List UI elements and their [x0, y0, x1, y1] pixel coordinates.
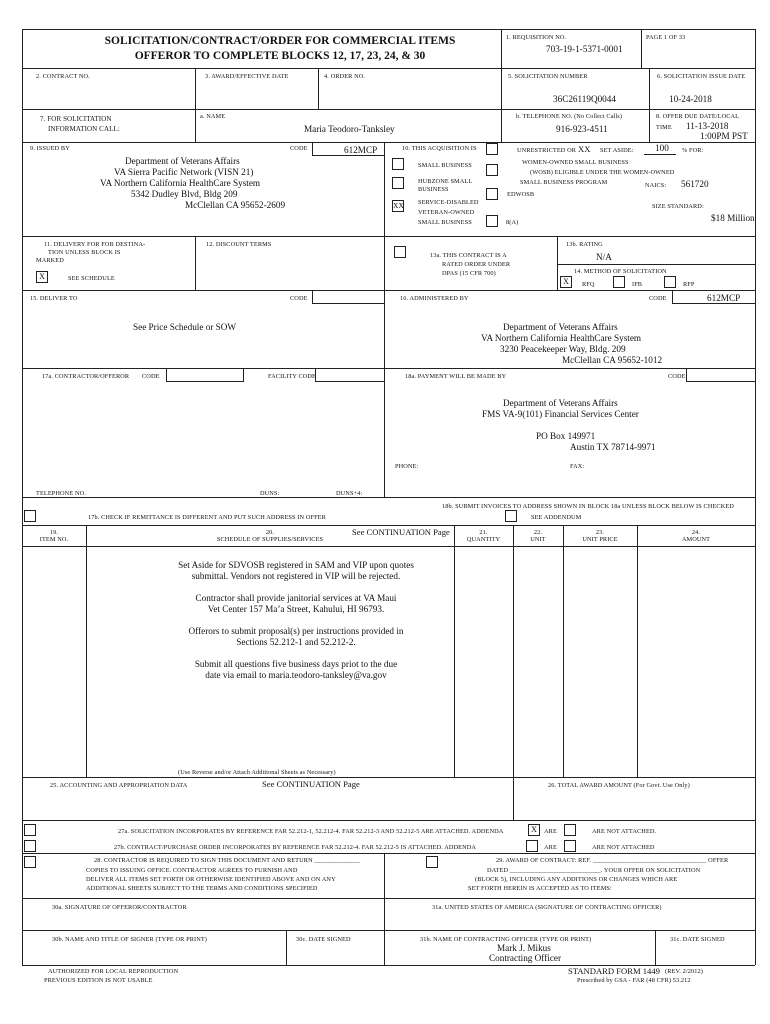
remittance-label: 17b. CHECK IF REMITTANCE IS DIFFERENT AND PUT SUCH ADDRESS IN OFFER [88, 514, 326, 521]
payment-line: FMS VA-9(101) Financial Services Center [482, 409, 639, 419]
27a-are-label: ARE [544, 828, 557, 835]
form-top-border [22, 29, 755, 30]
block-29-label: 29. AWARD OF CONTRACT: REF. ___________________________________ OFFER [496, 857, 729, 864]
total-award-label: 26. TOTAL AWARD AMOUNT (For Govt. Use Only) [548, 782, 690, 789]
for-info-label-2: INFORMATION CALL: [48, 125, 120, 133]
telephone-value[interactable]: 916-923-4511 [556, 124, 608, 134]
rfq-checkbox[interactable] [560, 276, 572, 288]
8a-checkbox[interactable] [486, 215, 498, 227]
schedule-text-line: Set Aside for SDVOSB registered in SAM and VIP upon quotes [178, 560, 414, 570]
row-divider [22, 236, 755, 237]
admin-line: VA Northern California HealthCare System [481, 333, 642, 343]
deliver-to-code-box[interactable] [312, 291, 385, 304]
schedule-text-line: Offerors to submit proposal(s) per instructions provided in [188, 626, 404, 636]
block-29-text: DATED ____________________________. YOUR OFFER ON SOLICITATION [487, 867, 701, 874]
col-divider [195, 68, 196, 109]
col-amount-label: AMOUNT [681, 536, 711, 543]
row-divider [22, 853, 755, 854]
form-right-border [755, 29, 756, 965]
admin-code-label: CODE [649, 295, 667, 302]
payment-po-box: PO Box 149971 [536, 431, 596, 441]
telephone-no-label: TELEPHONE NO. [36, 490, 86, 497]
issued-by-code-label: CODE [290, 145, 308, 152]
rating-value[interactable]: N/A [596, 252, 612, 262]
row-divider [384, 497, 755, 498]
row-divider [22, 820, 755, 821]
duns-label: DUNS: [260, 490, 280, 497]
unrestricted-label: UNRESTRICTED OR [517, 147, 577, 154]
issued-by-line: McClellan CA 95652-2609 [185, 200, 286, 210]
for-info-label: 7. FOR SOLICITATION [40, 115, 112, 123]
see-addendum-checkbox[interactable] [505, 510, 517, 522]
offer-due-date[interactable]: 11-13-2018 [686, 121, 729, 131]
wosb-label: WOMEN-OWNED SMALL BUSINESS [522, 159, 629, 166]
solicitation-no-value[interactable]: 36C26119Q0044 [553, 94, 616, 104]
rfq-label: RFQ [582, 281, 595, 288]
footer-authorized: AUTHORIZED FOR LOCAL REPRODUCTION [48, 968, 179, 975]
form-title: SOLICITATION/CONTRACT/ORDER FOR COMMERCIAL ITEMS [104, 35, 456, 47]
page-label: PAGE 1 OF 33 [646, 34, 686, 41]
remittance-checkbox[interactable] [24, 510, 36, 522]
row-divider [22, 368, 755, 369]
naics-value[interactable]: 561720 [681, 179, 709, 189]
prescribed-by: Prescribed by GSA - FAR (48 CFR) 53.212 [577, 977, 691, 984]
discount-terms-label: 12. DISCOUNT TERMS [206, 241, 272, 248]
col-divider [563, 525, 564, 777]
row-divider [22, 290, 755, 291]
see-addendum-label: SEE ADDENDUM [531, 514, 582, 521]
col-item-no: 19. [49, 529, 59, 536]
admin-line: 3230 Peacekeeper Way, Bldg. 209 [500, 344, 626, 354]
27a-are-checkbox[interactable] [528, 824, 540, 836]
27b-are-not-checkbox[interactable] [564, 840, 576, 852]
payment-city: Austin TX 78714-9971 [570, 442, 656, 452]
schedule-text-line: Vet Center 157 Ma’a Street, Kahului, HI 96793. [207, 604, 385, 614]
facility-code-box[interactable] [315, 369, 385, 382]
row-divider [22, 142, 755, 143]
row-divider [22, 898, 755, 899]
wosb-label-3: SMALL BUSINESS PROGRAM [520, 179, 608, 186]
col-divider [501, 68, 502, 142]
us-signature-label: 31a. UNITED STATES OF AMERICA (SIGNATURE OF CONTRACTING OFFICER) [432, 904, 662, 911]
contractor-code-box[interactable] [166, 369, 244, 382]
hubzone-label: HUBZONE SMALL [418, 178, 473, 185]
schedule-text-line: date via email to maria.teodoro-tanksley@va.gov [205, 670, 387, 680]
deliver-to-label: 15. DELIVER TO [30, 295, 78, 302]
wosb-label-2: (WOSB) ELIGIBLE UNDER THE WOMEN-OWNED [530, 169, 675, 176]
hubzone-checkbox[interactable] [392, 177, 404, 189]
telephone-label: b. TELEPHONE NO. (No Collect Calls) [516, 113, 623, 120]
col-divider [195, 109, 196, 142]
form-revision: (REV. 2/2012) [665, 968, 703, 975]
small-business-checkbox[interactable] [392, 158, 404, 170]
col-quantity-label: QUANTITY [466, 536, 501, 543]
fax-label: FAX: [570, 463, 585, 470]
ifb-label: IFB [632, 281, 643, 288]
27a-are-mark: X [531, 825, 537, 834]
requisition-label: 1. REQUISITION NO. [506, 34, 567, 41]
payment-line: Department of Veterans Affairs [503, 398, 618, 408]
col-unit-price-label: UNIT PRICE [582, 536, 618, 543]
method-label: 14. METHOD OF SOLICITATION [574, 268, 667, 275]
block-29-text: (BLOCK 5), INCLUDING ANY ADDITIONS OR CHANGES WHICH ARE [475, 876, 678, 883]
27a-are-not-label: ARE NOT ATTACHED. [592, 828, 657, 835]
contracting-officer-title: Contracting Officer [489, 953, 562, 963]
offer-due-label: 8. OFFER DUE DATE/LOCAL [656, 113, 740, 120]
award-date-label: 3. AWARD/EFFECTIVE DATE [205, 73, 289, 80]
solicitation-no-label: 5. SOLICITATION NUMBER [508, 73, 588, 80]
schedule-text-line: submittal. Vendors not registered in VIP will be rejected. [191, 571, 401, 581]
accounting-label: 25. ACCOUNTING AND APPROPRIATION DATA [50, 782, 188, 789]
rfp-checkbox[interactable] [664, 276, 676, 288]
acquisition-label: 10. THIS ACQUISITION IS [402, 145, 477, 152]
wosb-checkbox[interactable] [486, 164, 498, 176]
row-divider [22, 497, 384, 498]
size-standard-label: SIZE STANDARD: [652, 203, 704, 210]
row-divider [22, 109, 755, 110]
rating-label: 13b. RATING [566, 241, 603, 248]
col-divider [655, 930, 656, 965]
see-schedule-label: SEE SCHEDULE [68, 275, 115, 282]
phone-label: PHONE: [395, 463, 419, 470]
col-divider [195, 236, 196, 290]
admin-code-value[interactable]: 612MCP [707, 293, 741, 303]
duns4-label: DUNS+4: [336, 490, 363, 497]
footer-previous-edition: PREVIOUS EDITION IS NOT USABLE [44, 977, 153, 984]
clause-27a-checkbox[interactable] [24, 824, 36, 836]
issue-date-label: 6. SOLICITATION ISSUE DATE [657, 73, 746, 80]
deliver-to-text: See Price Schedule or SOW [133, 322, 237, 332]
schedule-continuation: See CONTINUATION Page [352, 527, 450, 537]
rated-order-label-2: RATED ORDER UNDER [442, 261, 511, 268]
col-divider [557, 236, 558, 290]
8a-label: 8(A) [506, 219, 519, 226]
schedule-text-line [86, 582, 506, 593]
col-divider [384, 142, 385, 497]
row-divider [22, 930, 755, 931]
row-divider [22, 777, 755, 778]
administered-by-label: 16. ADMINISTERED BY [400, 295, 469, 302]
acquisition-checkbox[interactable] [486, 143, 498, 155]
col-quantity: 21. [479, 529, 488, 536]
sdvosb-label-3: SMALL BUSINESS [418, 219, 472, 226]
order-no-label: 4. ORDER NO. [324, 73, 366, 80]
sdvosb-mark: XX [393, 201, 404, 210]
small-business-label: SMALL BUSINESS [418, 162, 472, 169]
col-item-no-label: ITEM NO. [39, 536, 69, 543]
issued-by-label: 9. ISSUED BY [30, 145, 70, 152]
schedule-text-line [86, 615, 506, 626]
issued-by-code[interactable]: 612MCP [344, 145, 378, 155]
rated-order-label: 13a. THIS CONTRACT IS A [430, 252, 507, 259]
accounting-continuation: See CONTINUATION Page [262, 779, 360, 789]
col-unit-label: UNIT [530, 536, 546, 543]
date-signed-label: 30c. DATE SIGNED [296, 936, 351, 943]
issued-by-line: 5342 Dudley Blvd, Bldg 209 [131, 189, 238, 199]
col-divider [641, 29, 642, 68]
issued-by-line: VA Sierra Pacific Network (VISN 21) [114, 167, 254, 177]
block-28-text: ADDITIONAL SHEETS SUBJECT TO THE TERMS AND CONDITIONS SPECIFIED [86, 885, 318, 892]
edwosb-label: EDWOSB [507, 191, 535, 198]
sdvosb-label: SERVICE-DISABLED [418, 199, 479, 206]
block-29-checkbox[interactable] [426, 856, 438, 868]
unrestricted-mark[interactable]: XX [578, 144, 591, 154]
co-date-signed-label: 31c. DATE SIGNED [670, 936, 725, 943]
col-schedule-label: SCHEDULE OF SUPPLIES/SERVICES [216, 536, 324, 543]
sdvosb-label-2: VETERAN-OWNED [418, 209, 475, 216]
rfp-label: RFP [683, 281, 695, 288]
col-unit: 22. [533, 529, 543, 536]
row-divider [22, 525, 755, 526]
time-label: TIME [656, 124, 672, 131]
schedule-body [86, 560, 506, 681]
payment-label: 18a. PAYMENT WILL BE MADE BY [405, 373, 507, 380]
percent-underline [644, 154, 676, 155]
issued-by-line: Department of Veterans Affairs [125, 156, 240, 166]
col-divider [384, 853, 385, 965]
edwosb-checkbox[interactable] [486, 188, 498, 200]
fob-label: 11. DELIVERY FOR FOB DESTINA- [44, 241, 146, 248]
col-divider [318, 68, 319, 109]
clause-27b-checkbox[interactable] [24, 840, 36, 852]
deliver-to-code-label: CODE [290, 295, 308, 302]
set-aside-percent[interactable]: 100 [655, 143, 669, 153]
row-divider [22, 546, 755, 547]
27b-are-not-label: ARE NOT ATTACHED [592, 844, 655, 851]
rfq-mark: X [563, 277, 569, 286]
co-name-label: 31b. NAME OF CONTRACTING OFFICER (TYPE OR PRINT) [420, 936, 592, 943]
block-28-label: 28. CONTRACTOR IS REQUIRED TO SIGN THIS DOCUMENT AND RETURN ______________ [94, 857, 360, 864]
row-divider [22, 68, 755, 69]
issue-date-value[interactable]: 10-24-2018 [669, 94, 712, 104]
block-28-text: COPIES TO ISSUING OFFICE. CONTRACTOR AGREES TO FURNISH AND [86, 867, 298, 874]
fob-label-2: TION UNLESS BLOCK IS [48, 249, 121, 256]
block-29-text: SET FORTH HEREIN IS ACCEPTED AS TO ITEMS: [468, 885, 612, 892]
rated-order-checkbox[interactable] [394, 246, 406, 258]
form-left-border [22, 29, 23, 965]
payment-code-label: CODE [668, 373, 686, 380]
payment-code-box[interactable] [686, 369, 756, 382]
contract-no-label: 2. CONTRACT NO. [36, 73, 90, 80]
contractor-label: 17a. CONTRACTOR/OFFEROR [42, 373, 130, 380]
col-divider [513, 525, 514, 820]
row-divider [557, 264, 755, 265]
standard-form-label: STANDARD FORM 1449 [568, 966, 660, 976]
name-label: a. NAME [200, 113, 226, 120]
clause-27a-label: 27a. SOLICITATION INCORPORATES BY REFERENCE FAR 52.212-1, 52.212-4. FAR 52.212-3 AND 52.212-5 ARE ATTACHED. ADDENDA [118, 828, 504, 835]
block-28-text: DELIVER ALL ITEMS SET FORTH OR OTHERWISE IDENTIFIED ABOVE AND ON ANY [86, 876, 336, 883]
rated-order-label-3: DPAS (15 CFR 700) [442, 270, 496, 277]
contact-name[interactable]: Maria Teodoro-Tanksley [304, 124, 395, 134]
see-schedule-checkbox[interactable] [36, 271, 48, 283]
issued-by-line: VA Northern California HealthCare System [100, 178, 261, 188]
sdvosb-checkbox[interactable] [392, 200, 404, 212]
reverse-note: (Use Reverse and/or Attach Additional Sheets as Necessary) [178, 769, 336, 776]
offeror-signature-label: 30a. SIGNATURE OF OFFEROR/CONTRACTOR [52, 904, 187, 911]
contracting-officer-name: Mark J. Mikus [497, 943, 551, 953]
submit-invoices-label: 18b. SUBMIT INVOICES TO ADDRESS SHOWN IN BLOCK 18a UNLESS BLOCK BELOW IS CHECKED [442, 503, 734, 510]
set-aside-label: SET ASIDE: [600, 147, 634, 154]
block-28-checkbox[interactable] [24, 856, 36, 868]
col-unit-price: 23. [595, 529, 605, 536]
form-subtitle: OFFEROR TO COMPLETE BLOCKS 12, 17, 23, 24, & 30 [134, 50, 426, 62]
col-schedule: 20. [265, 529, 275, 536]
27b-are-checkbox[interactable] [526, 840, 538, 852]
facility-code-label: FACILITY CODE [268, 373, 316, 380]
naics-label: NAICS: [645, 182, 667, 189]
schedule-text-line: Submit all questions five business days priot to the due [194, 659, 398, 669]
signer-name-label: 30b. NAME AND TITLE OF SIGNER (TYPE OR PRINT) [52, 936, 207, 943]
offer-due-time[interactable]: 1:00PM PST [700, 131, 748, 141]
col-divider [286, 930, 287, 965]
schedule-text-line: Sections 52.212-1 and 52.212-2. [236, 637, 356, 647]
admin-line: Department of Veterans Affairs [503, 322, 618, 332]
col-amount: 24. [691, 529, 701, 536]
27a-are-not-checkbox[interactable] [564, 824, 576, 836]
27b-are-label: ARE [544, 844, 557, 851]
fob-label-3: MARKED [36, 257, 64, 264]
see-schedule-mark: X [39, 272, 45, 281]
ifb-checkbox[interactable] [613, 276, 625, 288]
schedule-text-line: Contractor shall provide janitorial services at VA Maui [195, 593, 397, 603]
contractor-code-label: CODE [142, 373, 160, 380]
schedule-text-line [86, 648, 506, 659]
clause-27b-label: 27b. CONTRACT/PURCHASE ORDER INCORPORATES BY REFERENCE FAR 52.212-4. FAR 52.212-5 IS ATTACHED. ADDENDA [114, 844, 477, 851]
col-divider [637, 525, 638, 777]
percent-for-label: % FOR: [682, 147, 704, 154]
admin-line: McClellan CA 95652-1012 [562, 355, 663, 365]
col-divider [501, 29, 502, 68]
hubzone-label-2: BUSINESS [418, 186, 449, 193]
col-divider [649, 68, 650, 142]
requisition-value[interactable]: 703-19-1-5371-0001 [546, 44, 623, 54]
size-standard-value[interactable]: $18 Million [711, 213, 755, 223]
